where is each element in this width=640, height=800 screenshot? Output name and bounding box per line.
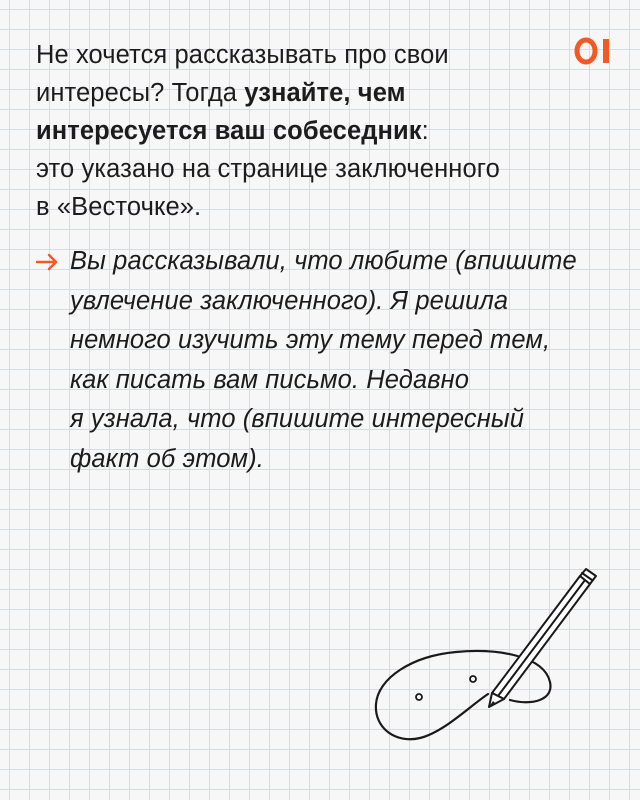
orange-o-logo-icon (574, 36, 614, 66)
pencil-drawing-oval-icon (360, 560, 610, 760)
intro-line-5: в «Весточке». (36, 193, 202, 221)
intro-line-1: Не хочется рассказывать про свои (36, 41, 449, 69)
quote-line: факт об этом). (70, 444, 264, 473)
intro-line-2: интересы? Тогда (36, 79, 245, 107)
quote-line: немного изучить эту тему перед тем, (70, 326, 551, 354)
example-message (70, 242, 618, 479)
quote-line: Вы рассказывали, что любите (впишите (70, 247, 577, 275)
intro-text (36, 36, 576, 226)
quote-line: увлечение заключенного). Я решила (70, 286, 509, 315)
intro-highlight-2: интересуется ваш собеседник (36, 117, 422, 145)
quote-line: как писать вам письмо. Недавно (70, 365, 470, 394)
quote-line: я узнала, что (впишите интересный (70, 405, 525, 433)
intro-line-4: это указано на странице заключенного (36, 155, 500, 183)
arrow-right-icon (34, 248, 62, 276)
intro-colon: : (421, 117, 429, 145)
intro-highlight-1: узнайте, чем (244, 79, 406, 107)
